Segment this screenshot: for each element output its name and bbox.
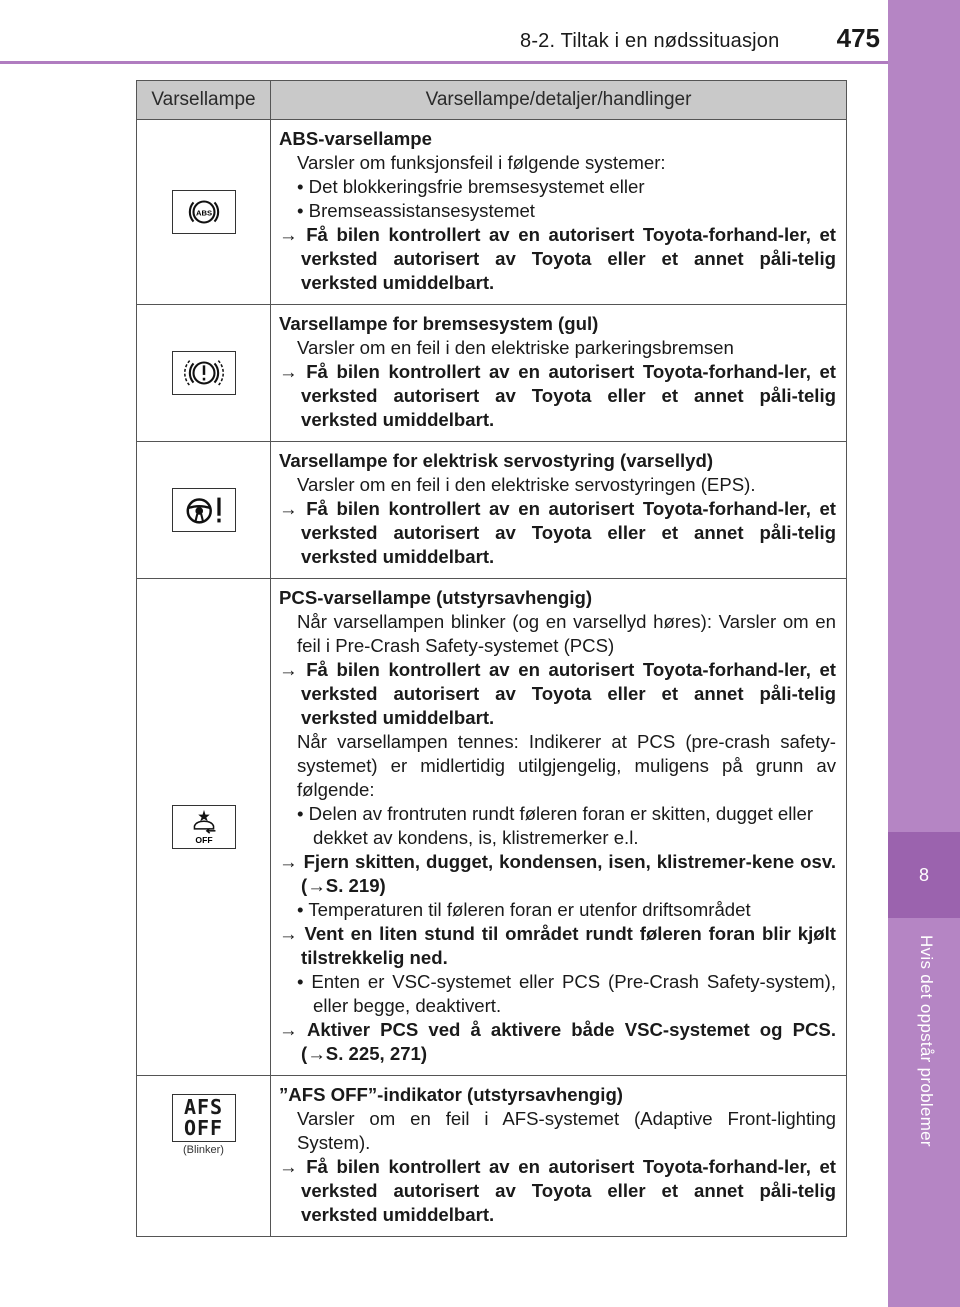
table-header-row (137, 81, 847, 120)
list-item: • Delen av frontruten rundt føleren foran er skitten, dugget eller dekket av kondens, is, klistremerker e.l. (297, 803, 814, 848)
action-instruction (279, 1018, 836, 1066)
arrow-icon: → (279, 224, 298, 245)
action-instruction (279, 922, 836, 970)
arrow-icon: → (279, 1019, 298, 1040)
entry-title: Varsellampe for elektrisk servostyring (varsellyd) (279, 450, 714, 471)
afs-off-indicator-icon (172, 1094, 236, 1142)
arrow-icon: → (279, 851, 298, 872)
action-text: Få bilen kontrollert av en autorisert Toyota-forhand-ler, et verksted autorisert av Toyota eller et annet påli-telig verksted umiddelbart. (301, 659, 836, 728)
lamp-icon-cell (137, 305, 271, 442)
section-title: 8-2. Tiltak i en nødssituasjon (520, 30, 780, 52)
entry-description: Varsler om en feil i AFS-systemet (Adaptive Front-lighting System). (297, 1108, 836, 1153)
list-item: • Det blokkeringsfrie bremsesystemet eller (297, 176, 645, 197)
table-row (137, 579, 847, 1076)
entry-title: PCS-varsellampe (utstyrsavhengig) (279, 587, 593, 608)
lamp-icon-cell (137, 120, 271, 305)
lamp-details-cell (271, 120, 847, 305)
list-item: • Enten er VSC-systemet eller PCS (Pre-Crash Safety-system), eller begge, deaktivert. (297, 971, 836, 1016)
action-text: Aktiver PCS ved å aktivere både VSC-systemet og PCS. (→S. 225, 271) (301, 1019, 836, 1064)
entry-description: Når varsellampen tennes: Indikerer at PCS (pre-crash safety-systemet) er midlertidig utilgjengelig, muligens på grunn av følgende: (297, 731, 836, 800)
column-header-lamp: Varsellampe (137, 81, 271, 120)
afs-icon-line1: AFS (183, 1095, 224, 1119)
entry-description: Når varsellampen blinker (og en varsellyd høres): Varsler om en feil i Pre-Crash Safety-systemet (PCS) (297, 611, 836, 656)
lamp-details-cell (271, 442, 847, 579)
entry-title: ABS-varsellampe (279, 128, 432, 149)
icon-caption: (Blinker) (183, 1144, 224, 1156)
entry-title: ”AFS OFF”-indikator (utstyrsavhengig) (279, 1084, 624, 1105)
action-instruction (279, 223, 836, 295)
entry-title: Varsellampe for bremsesystem (gul) (279, 313, 599, 334)
lamp-details-cell (271, 1076, 847, 1237)
page-number: 475 (836, 23, 880, 53)
column-header-details: Varsellampe/detaljer/handlinger (271, 81, 847, 120)
entry-description: Varsler om en feil i den elektriske servostyringen (EPS). (297, 474, 756, 495)
action-instruction (279, 658, 836, 730)
action-text: Vent en liten stund til området rundt føleren foran blir kjølt tilstrekkelig ned. (301, 923, 836, 968)
action-text: Få bilen kontrollert av en autorisert Toyota-forhand-ler, et verksted autorisert av Toyota eller et annet påli-telig verksted umiddelbart. (301, 224, 836, 293)
table-row (137, 442, 847, 579)
power-steering-warning-icon (172, 488, 236, 532)
lamp-details-cell (271, 305, 847, 442)
table-row (137, 1076, 847, 1237)
arrow-icon: → (279, 923, 298, 944)
pcs-icon-label: OFF (194, 835, 213, 846)
lamp-details-cell (271, 579, 847, 1076)
list-item: • Temperaturen til føleren foran er utenfor driftsområdet (297, 899, 751, 920)
svg-text:ABS: ABS (195, 208, 212, 218)
chapter-title: Hvis det oppstår problemer (917, 935, 936, 1147)
action-instruction (279, 1155, 836, 1227)
entry-description: Varsler om funksjonsfeil i følgende systemer: (297, 152, 666, 173)
arrow-icon: → (279, 1156, 298, 1177)
action-instruction (279, 850, 836, 898)
afs-icon-line2: OFF (183, 1116, 224, 1140)
table-row (137, 120, 847, 305)
action-text: Fjern skitten, dugget, kondensen, isen, klistremer-kene osv. (→S. 219) (301, 851, 836, 896)
arrow-icon: → (279, 659, 298, 680)
action-text: Få bilen kontrollert av en autorisert Toyota-forhand-ler, et verksted autorisert av Toyota eller et annet påli-telig verksted umiddelbart. (301, 498, 836, 567)
brake-system-warning-icon (172, 351, 236, 395)
arrow-icon: → (279, 361, 298, 382)
table-row (137, 305, 847, 442)
afs-icon-text (173, 1097, 235, 1139)
header-rule (0, 61, 888, 64)
entry-description: Varsler om en feil i den elektriske parkeringsbremsen (297, 337, 734, 358)
lamp-icon-cell (137, 579, 271, 1076)
warning-lamp-table (136, 80, 847, 1237)
lamp-icon-cell (137, 1076, 271, 1237)
chapter-number: 8 (888, 832, 960, 918)
action-instruction (279, 360, 836, 432)
arrow-icon: → (279, 498, 298, 519)
list-item: • Bremseassistansesystemet (297, 200, 535, 221)
action-instruction (279, 497, 836, 569)
abs-warning-icon (172, 190, 236, 234)
pcs-warning-icon (172, 805, 236, 849)
lamp-icon-cell (137, 442, 271, 579)
action-text: Få bilen kontrollert av en autorisert Toyota-forhand-ler, et verksted autorisert av Toyota eller et annet påli-telig verksted umiddelbart. (301, 1156, 836, 1225)
action-text: Få bilen kontrollert av en autorisert Toyota-forhand-ler, et verksted autorisert av Toyota eller et annet påli-telig verksted umiddelbart. (301, 361, 836, 430)
